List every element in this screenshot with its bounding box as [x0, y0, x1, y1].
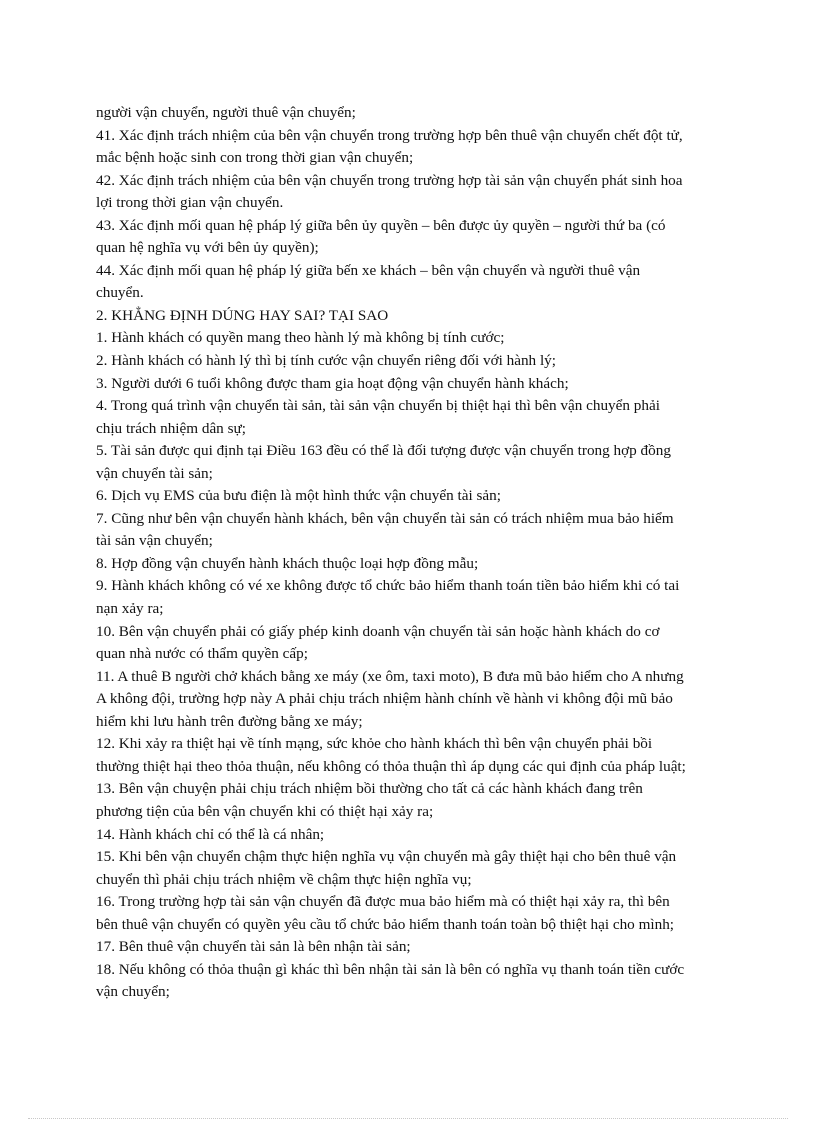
paragraph — [96, 327, 736, 350]
text-line: chuyển. — [96, 284, 144, 302]
paragraph — [96, 125, 736, 170]
text-line: 42. Xác định trách nhiệm của bên vận chuyển trong trường hợp tài sản vận chuyển phát sinh hoa — [96, 171, 683, 189]
text-line: lợi trong thời gian vận chuyển. — [96, 194, 284, 212]
paragraph — [96, 395, 736, 440]
text-line: vận chuyển tài sản; — [96, 464, 213, 482]
text-line: người vận chuyển, người thuê vận chuyển; — [96, 104, 356, 121]
paragraph — [96, 373, 736, 396]
text-line: 7. Cũng như bên vận chuyển hành khách, bên vận chuyển tài sản có trách nhiệm mua bảo hiểm — [96, 509, 674, 527]
text-line: 18. Nếu không có thỏa thuận gì khác thì bên nhận tài sản là bên có nghĩa vụ thanh toán tiền cước — [96, 960, 685, 978]
paragraph — [96, 260, 736, 305]
text-line: 15. Khi bên vận chuyển chậm thực hiện nghĩa vụ vận chuyển mà gây thiệt hại cho bên thuê vận — [96, 848, 677, 866]
paragraph — [96, 508, 736, 553]
paragraph — [96, 170, 736, 215]
paragraph — [96, 621, 736, 666]
section-heading — [96, 305, 736, 328]
text-line: quan nhà nước có thẩm quyền cấp; — [96, 645, 308, 663]
document-page — [96, 102, 736, 1004]
text-line: phương tiện của bên vận chuyển khi có thiệt hại xảy ra; — [96, 802, 434, 820]
paragraph — [96, 440, 736, 485]
paragraph — [96, 350, 736, 373]
page-bottom-divider — [28, 1118, 788, 1119]
paragraph — [96, 891, 736, 936]
text-line: quan hệ nghĩa vụ với bên ủy quyền); — [96, 239, 319, 257]
text-line: 16. Trong trường hợp tài sản vận chuyển đã được mua bảo hiểm mà có thiệt hại xảy ra, thì bên — [96, 893, 670, 911]
text-line: 11. A thuê B người chở khách bằng xe máy (xe ôm, taxi moto), B đưa mũ bảo hiểm cho A nhưng — [96, 667, 684, 685]
paragraph — [96, 666, 736, 734]
paragraph — [96, 959, 736, 1004]
paragraph — [96, 102, 736, 125]
text-line: 41. Xác định trách nhiệm của bên vận chuyển trong trường hợp bên thuê vận chuyển chết đột tử, — [96, 126, 683, 144]
text-line: nạn xảy ra; — [96, 600, 164, 618]
text-line: 10. Bên vận chuyển phải có giấy phép kinh doanh vận chuyển tài sản hoặc hành khách do cơ — [96, 622, 660, 640]
text-line: thường thiệt hại theo thỏa thuận, nếu không có thỏa thuận thì áp dụng các qui định của pháp luật; — [96, 757, 686, 775]
text-line: 2. KHẲNG ĐỊNH DÚNG HAY SAI? TẠI SAO — [96, 306, 389, 324]
text-line: 17. Bên thuê vận chuyển tài sản là bên nhận tài sản; — [96, 938, 411, 956]
text-line: 3. Người dưới 6 tuổi không được tham gia hoạt động vận chuyển hành khách; — [96, 374, 569, 392]
text-line: A không đội, trường hợp này A phải chịu trách nhiệm hành chính về hành vi không đội mũ bảo — [96, 690, 673, 708]
text-line: 14. Hành khách chỉ có thể là cá nhân; — [96, 825, 325, 843]
text-line: 1. Hành khách có quyền mang theo hành lý mà không bị tính cước; — [96, 329, 505, 347]
text-line: 8. Hợp đồng vận chuyển hành khách thuộc loại hợp đồng mẫu; — [96, 554, 479, 572]
text-line: bên thuê vận chuyển có quyền yêu cầu tổ chức bảo hiểm thanh toán toàn bộ thiệt hại cho mình; — [96, 915, 675, 933]
paragraph — [96, 485, 736, 508]
text-line: 4. Trong quá trình vận chuyển tài sản, tài sản vận chuyển bị thiệt hại thì bên vận chuyển phải — [96, 397, 660, 415]
text-line: chuyển thì phải chịu trách nhiệm về chậm thực hiện nghĩa vụ; — [96, 870, 472, 888]
paragraph — [96, 553, 736, 576]
text-line: vận chuyển; — [96, 983, 170, 1001]
text-line: 12. Khi xảy ra thiệt hại về tính mạng, sức khỏe cho hành khách thì bên vận chuyển phải bồi — [96, 735, 653, 753]
paragraph — [96, 575, 736, 620]
text-line: 9. Hành khách không có vé xe không được tổ chức bảo hiểm thanh toán tiền bảo hiểm khi có tai — [96, 577, 680, 595]
text-line: 6. Dịch vụ EMS của bưu điện là một hình thức vận chuyển tài sản; — [96, 487, 501, 505]
text-line: 2. Hành khách có hành lý thì bị tính cước vận chuyển riêng đối với hành lý; — [96, 352, 556, 370]
paragraph — [96, 778, 736, 823]
paragraph — [96, 846, 736, 891]
text-line: 43. Xác định mối quan hệ pháp lý giữa bên ủy quyền – bên được ủy quyền – người thứ ba (có — [96, 216, 666, 234]
text-line: hiểm khi lưu hành trên đường bằng xe máy; — [96, 712, 363, 730]
paragraph — [96, 733, 736, 778]
text-line: tài sản vận chuyển; — [96, 532, 213, 550]
text-line: 13. Bên vận chuyện phải chịu trách nhiệm bồi thường cho tất cả các hành khách đang trên — [96, 780, 643, 798]
paragraph — [96, 215, 736, 260]
text-line: 5. Tài sản được qui định tại Điều 163 đều có thể là đối tượng được vận chuyển trong hợp đồng — [96, 442, 671, 460]
paragraph — [96, 824, 736, 847]
text-line: chịu trách nhiệm dân sự; — [96, 419, 246, 437]
paragraph — [96, 936, 736, 959]
text-line: mắc bệnh hoặc sinh con trong thời gian vận chuyển; — [96, 149, 414, 167]
text-line: 44. Xác định mối quan hệ pháp lý giữa bến xe khách – bên vận chuyển và người thuê vận — [96, 261, 641, 279]
